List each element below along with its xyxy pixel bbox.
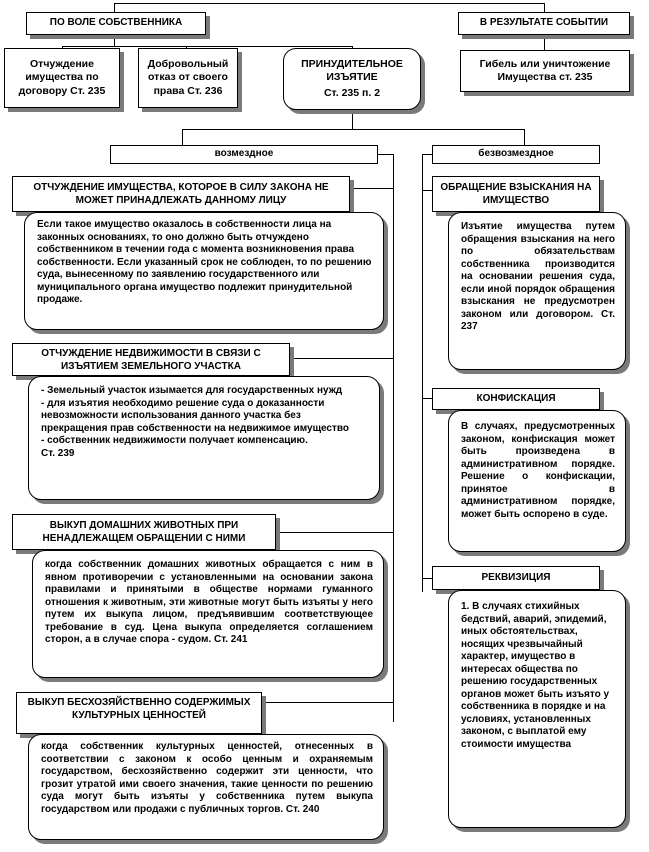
- spine-tick-4: [262, 702, 394, 703]
- alienation-contract-box: Отчуждение имущества по договору Ст. 235: [4, 48, 120, 108]
- right-item-3-title: РЕКВИЗИЦИЯ: [432, 566, 600, 590]
- spine-tick-3: [276, 532, 394, 533]
- right-item-2-text: В случаях, предусмотренных законом, конфискация может быть произведена в административном порядке. Решение о конфискации, принятое в административном порядке, может быть оспорено в суде.: [448, 410, 626, 552]
- right-item-1-text: Изъятие имущества путем обращения взыскания на него по обязательствам собственника производится на основании решения суда, если иной порядок обращения взыскания не предусмотрен законом или договором. Ст. 237: [448, 212, 626, 370]
- right-tick-1: [422, 190, 432, 191]
- paid-branch-label: возмездное: [110, 145, 378, 164]
- right-item-2-title: КОНФИСКАЦИЯ: [432, 388, 600, 410]
- forced-seizure-title: ПРИНУДИТЕЛЬНОЕ ИЗЪЯТИЕ: [301, 58, 403, 84]
- event-stem: [544, 34, 545, 50]
- right-item-1-title: ОБРАЩЕНИЕ ВЗЫСКАНИЯ НА ИМУЩЕСТВО: [432, 176, 600, 212]
- land-seizure-list: [41, 385, 369, 460]
- left-item-2-title: ОТЧУЖДЕНИЕ НЕДВИЖИМОСТИ В СВЯЗИ С ИЗЪЯТИЕМ ЗЕМЕЛЬНОГО УЧАСТКА: [12, 343, 290, 376]
- voluntary-refusal-box: Добровольный отказ от своего права Ст. 236: [138, 48, 238, 108]
- top-left-drop: [114, 3, 115, 12]
- left-item-4-text: когда собственник культурных ценностей, отнесенных в соответствии с законом к особо ценным и охраняемым государством, бесхозяйственно содержит эти ценности, что грозит утратой ими своего значения, такие ценности по решению суда могут быть изъяты у собственника путем выкупа государством или продажи с публичных торгов. Ст. 240: [28, 734, 384, 840]
- right-tick-3: [422, 578, 432, 579]
- land-seizure-point-3: - собственник недвижимости получает компенсацию.: [41, 435, 308, 446]
- free-branch-label: безвозмездное: [432, 145, 600, 164]
- owner-will-box: ПО ВОЛЕ СОБСТВЕННИКА: [26, 12, 206, 35]
- free-to-spine: [422, 154, 432, 155]
- owner-split: [62, 46, 352, 47]
- left-item-4-title: ВЫКУП БЕСХОЗЯЙСТВЕННО СОДЕРЖИМЫХ КУЛЬТУРНЫХ ЦЕННОСТЕЙ: [16, 692, 262, 734]
- top-connector: [114, 3, 544, 4]
- left-item-3-text: когда собственник домашних животных обращается с ним в явном противоречии с установленными на основании закона правилами и принятыми в обществе нормами гуманного отношения к животным, эти животные могут быть изъяты у него путем их выкупа лицом, предъявившим соответствующее требование в суд. Цена выкупа определяется соглашением сторон, а в случае спора - судом. Ст. 241: [32, 550, 384, 678]
- left-item-1-title: ОТЧУЖДЕНИЕ ИМУЩЕСТВА, КОТОРОЕ В СИЛУ ЗАКОНА НЕ МОЖЕТ ПРИНАДЛЕЖАТЬ ДАННОМУ ЛИЦУ: [12, 176, 350, 212]
- forced-seizure-ref: Ст. 235 п. 2: [323, 86, 381, 99]
- land-seizure-point-2: - для изъятия необходимо решение суда о доказанности невозможности использования данного участка без прекращения прав собственности на недвижимое имущество: [41, 397, 350, 434]
- left-spine: [393, 154, 394, 722]
- top-right-drop: [544, 3, 545, 12]
- left-item-1-text: Если такое имущество оказалось в собственности лица на законных основаниях, то оно должно быть отчуждено собственником в течении года с момента возникновения права собственности. Если указанный срок не соблюден, то по решению суда, вынесенному по заявлению государственного или муниципального органа имущество подлежит принудительной продаже.: [24, 212, 384, 330]
- spine-tick-2: [290, 358, 394, 359]
- spine-tick-1: [350, 188, 394, 189]
- right-spine: [422, 154, 423, 592]
- branch-split: [182, 129, 524, 130]
- owner-stem: [114, 34, 115, 46]
- forced-seizure-box: [283, 48, 421, 110]
- forced-stem: [352, 111, 353, 129]
- paid-drop: [182, 129, 183, 145]
- loss-destruction-box: Гибель или уничтожение Имущества ст. 235: [460, 50, 630, 92]
- land-seizure-ref: Ст. 239: [41, 447, 75, 459]
- right-item-3-text: 1. В случаях стихийных бедствий, аварий, эпидемий, иных обстоятельствах, носящих чрезвычайный характер, имущество в интересах общества по решению государственных органов может быть изъято у собственника в порядке и на условиях, установленных законом, с выплатой ему стоимости имущества: [448, 590, 626, 828]
- left-item-2-text: [28, 376, 380, 500]
- right-tick-2: [422, 398, 432, 399]
- free-drop: [524, 129, 525, 145]
- paid-to-spine: [378, 154, 394, 155]
- event-box: В РЕЗУЛЬТАТЕ СОБЫТИИ: [458, 12, 630, 35]
- left-item-3-title: ВЫКУП ДОМАШНИХ ЖИВОТНЫХ ПРИ НЕНАДЛЕЖАЩЕМ ОБРАЩЕНИИ С НИМИ: [12, 514, 276, 550]
- land-seizure-point-1: - Земельный участок изымается для государственных нужд: [41, 385, 343, 396]
